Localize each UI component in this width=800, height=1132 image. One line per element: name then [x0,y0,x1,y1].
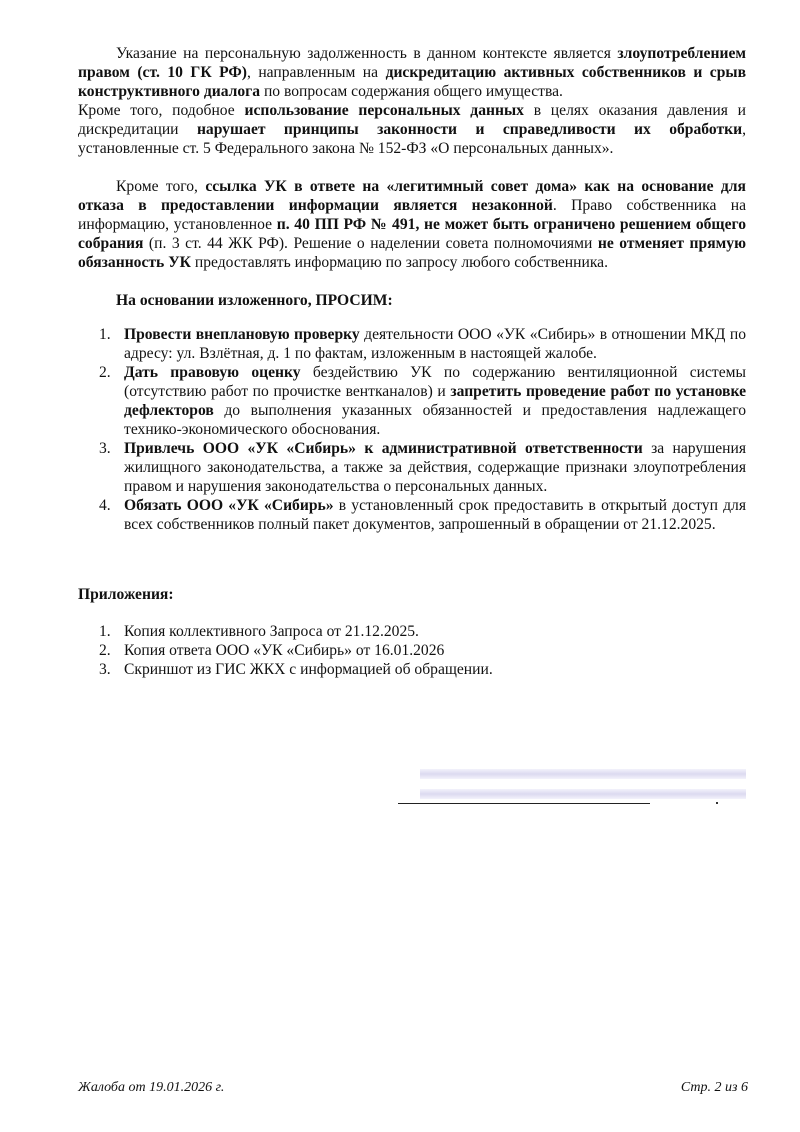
request-item [78,439,746,496]
text-run: предоставлять информацию по запросу любого собственника. [190,254,608,271]
bold-text-run: нарушает принципы законности и справедливости их обработки [196,121,743,138]
attachment-text: Скриншот из ГИС ЖКХ с информацией об обращении. [124,661,493,678]
list-number: 1. [99,326,111,343]
attachment-text: Копия ответа ООО «УК «Сибирь» от 16.01.2026 [124,642,445,659]
signature-block [398,765,748,810]
text-run: (п. 3 ст. 44 ЖК РФ). Решение о наделении совета полномочиями [143,235,598,252]
request-item [78,325,746,363]
bold-text-run: злоупотреблением правом (ст. 10 ГК РФ) [78,45,746,81]
request-list [78,325,746,534]
list-number: 2. [99,364,111,381]
bold-text-run: не отменяет прямую обязанность УК [78,235,746,271]
text-run: Кроме того, подобное [78,102,245,119]
bold-text-run: Провести внеплановую проверку [124,326,360,343]
bold-text-run: использование персональных данных [244,102,524,119]
paragraph-council-reference [78,177,746,272]
bold-text-run: запретить проведение работ по установке дефлекторов [124,383,746,419]
request-item [78,496,746,534]
text-run: в установленный срок предоставить в открытый доступ для всех собственников полный пакет документов, запрошенный в обращении от 21.12.2025. [124,497,746,533]
attachment-text: Копия коллективного Запроса от 21.12.2025. [124,623,419,640]
redacted-signature-bar [420,789,746,799]
text-run: бездействию УК по содержанию вентиляционной системы (отсутствию работ по прочистке вентканалов) и [124,364,746,400]
attachment-item [78,622,746,641]
bold-text-run: дискредитацию активных собственников и срыв конструктивного диалога [78,64,746,100]
bold-text-run: ссылка УК в ответе на «легитимный совет дома» как на основание для отказа в предоставлении информации является незаконной [78,178,746,214]
paragraph-abuse-of-right [78,44,746,101]
list-number: 3. [99,440,111,457]
text-run: за нарушения жилищного законодательства, а также за действия, содержащие признаки злоупотребления правом и нарушения законодательства о персональных данных. [124,440,746,495]
footer-page-number: Стр. 2 из 6 [680,1080,748,1095]
text-run: по вопросам содержания общего имущества. [260,83,563,100]
redacted-signature-bar [420,769,746,779]
text-run: , направленным на [246,64,386,81]
text-run: до выполнения указанных обязанностей и предоставления надлежащего технико-экономического обоснования. [124,402,746,438]
text-run: в целях оказания давления и дискредитации [78,102,746,138]
bold-text-run: Привлечь ООО «УК «Сибирь» к административной ответственности [124,440,643,457]
request-heading: На основании изложенного, ПРОСИМ: [116,292,393,309]
text-run: , установленные ст. 5 Федерального закона № 152-ФЗ «О персональных данных». [78,121,746,157]
attachment-item [78,660,746,679]
request-item [78,363,746,439]
footer-document-title: Жалоба от 19.01.2026 г. [78,1080,225,1095]
text-run: . Право собственника на информацию, установленное [78,197,746,233]
list-number: 2. [99,642,111,659]
attachments-list [78,622,746,679]
list-number: 4. [99,497,111,514]
attachment-item [78,641,746,660]
text-run: Указание на персональную задолженность в данном контексте является [116,45,618,62]
list-number: 1. [99,623,111,640]
attachments-title: Приложения: [78,586,174,603]
paragraph-personal-data [78,101,746,158]
bold-text-run: Обязать ООО «УК «Сибирь» [124,497,334,514]
list-number: 3. [99,661,111,678]
signature-mark [716,802,718,804]
text-run: деятельности ООО «УК «Сибирь» в отношении МКД по адресу: ул. Взлётная, д. 1 по фактам, изложенным в настоящей жалобе. [124,326,746,362]
bold-text-run: Дать правовую оценку [124,364,301,381]
signature-line [398,803,650,804]
bold-text-run: п. 40 ПП РФ № 491, не может быть ограничено решением общего собрания [78,216,746,252]
text-run: Кроме того, [116,178,206,195]
